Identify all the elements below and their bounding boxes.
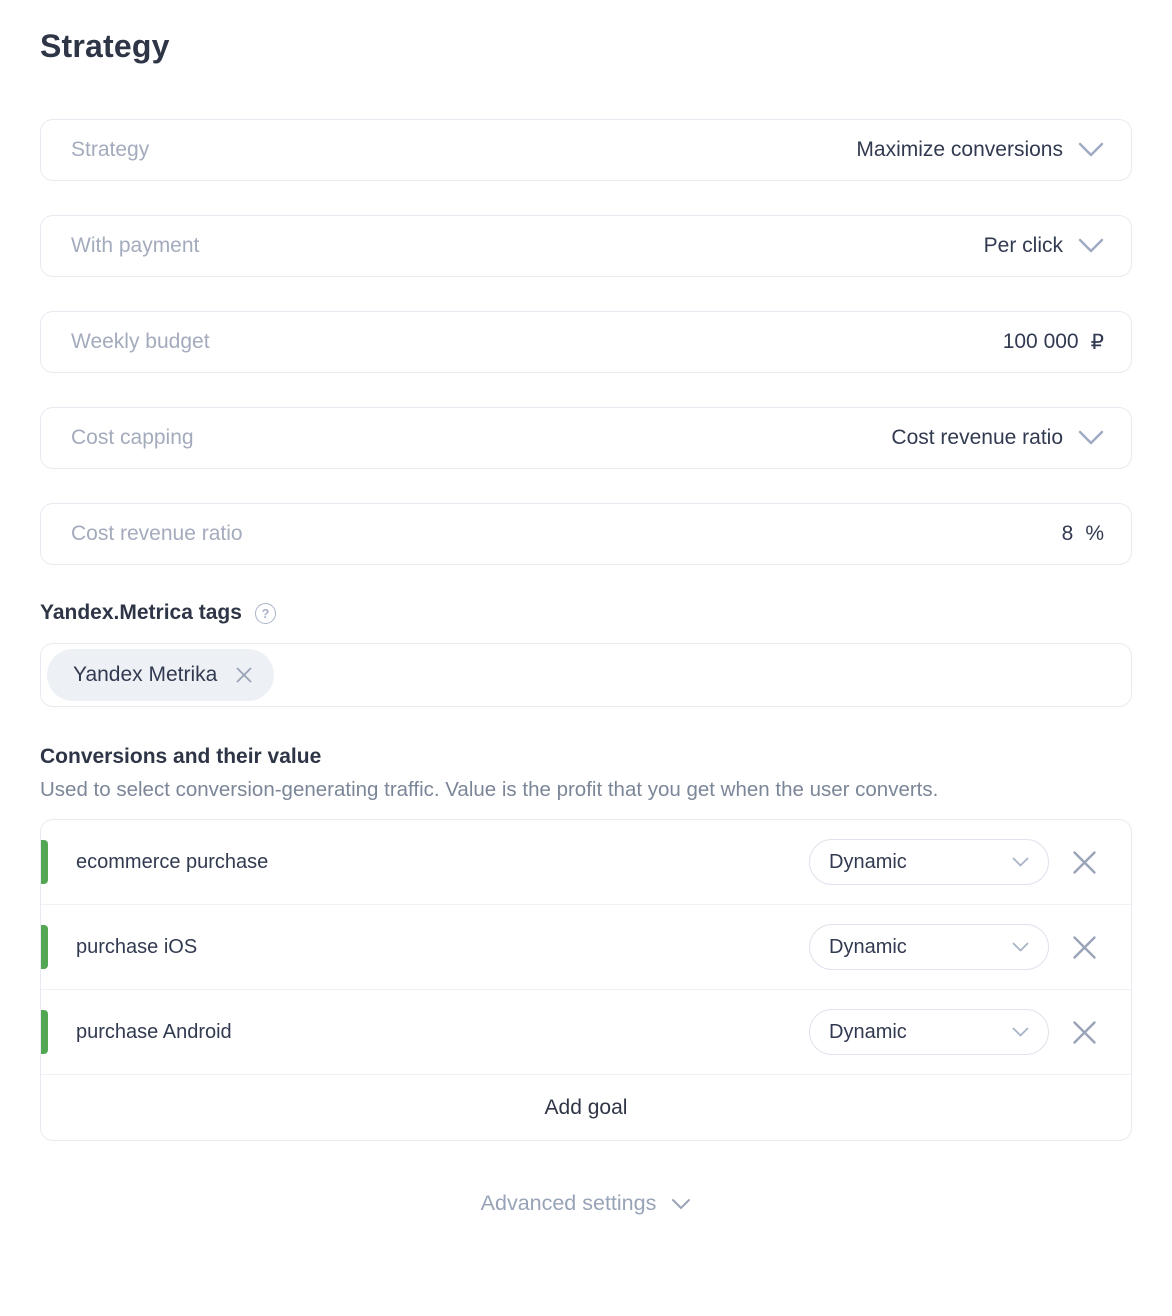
goal-value-select[interactable] xyxy=(809,839,1049,885)
goals-card xyxy=(40,819,1132,1141)
metrica-tags-input[interactable] xyxy=(40,643,1132,707)
strategy-select[interactable] xyxy=(40,119,1132,181)
goal-value-select-value: Dynamic xyxy=(829,1020,907,1043)
goal-status-bar xyxy=(41,840,48,884)
currency-unit: ₽ xyxy=(1090,330,1104,354)
goal-value-select[interactable] xyxy=(809,924,1049,970)
goal-row xyxy=(41,820,1131,905)
payment-select[interactable] xyxy=(40,215,1132,277)
chevron-down-icon xyxy=(1078,430,1104,446)
question-circle-icon[interactable]: ? xyxy=(255,603,276,624)
goal-status-bar xyxy=(41,925,48,969)
cost-revenue-ratio-value: 8 xyxy=(1061,522,1074,545)
strategy-select-value: Maximize conversions xyxy=(856,138,1063,161)
remove-tag-icon[interactable] xyxy=(234,665,254,685)
payment-select-label: With payment xyxy=(71,234,200,257)
strategy-select-label: Strategy xyxy=(71,138,150,161)
strategy-panel xyxy=(0,26,1172,1216)
cost-capping-select[interactable] xyxy=(40,407,1132,469)
goal-name: purchase iOS xyxy=(76,935,198,958)
percent-unit: % xyxy=(1085,522,1104,545)
advanced-settings-label: Advanced settings xyxy=(480,1191,657,1215)
remove-goal-icon[interactable] xyxy=(1070,1018,1099,1047)
goal-value-select[interactable] xyxy=(809,1009,1049,1055)
conversions-section-title: Conversions and their value xyxy=(40,745,322,768)
chevron-down-icon xyxy=(671,1198,691,1210)
cost-capping-label: Cost capping xyxy=(71,426,194,449)
goal-row xyxy=(41,905,1131,990)
payment-select-value: Per click xyxy=(983,234,1063,257)
goal-name: ecommerce purchase xyxy=(76,850,269,873)
weekly-budget-value: 100 000 xyxy=(1002,330,1079,353)
goal-status-bar xyxy=(41,1010,48,1054)
goal-value-select-value: Dynamic xyxy=(829,850,907,873)
tag-chip-label: Yandex Metrika xyxy=(73,663,218,686)
cost-revenue-ratio-input[interactable] xyxy=(40,503,1132,565)
advanced-settings-toggle[interactable] xyxy=(481,1191,692,1216)
chevron-down-icon xyxy=(1012,1027,1029,1038)
tag-chip xyxy=(47,649,274,701)
add-goal-button[interactable]: Add goal xyxy=(544,1095,628,1119)
chevron-down-icon xyxy=(1078,238,1104,254)
metrica-section-header xyxy=(40,601,1132,625)
conversions-section-description: Used to select conversion-generating traffic. Value is the profit that you get when the user converts. xyxy=(40,778,939,801)
cost-revenue-ratio-label: Cost revenue ratio xyxy=(71,522,243,545)
goal-row xyxy=(41,990,1131,1075)
weekly-budget-label: Weekly budget xyxy=(71,330,210,353)
goal-value-select-value: Dynamic xyxy=(829,935,907,958)
chevron-down-icon xyxy=(1078,142,1104,158)
cost-capping-value: Cost revenue ratio xyxy=(891,426,1063,449)
strategy-field-list xyxy=(40,119,1132,565)
remove-goal-icon[interactable] xyxy=(1070,933,1099,962)
chevron-down-icon xyxy=(1012,857,1029,868)
chevron-down-icon xyxy=(1012,942,1029,953)
weekly-budget-input[interactable] xyxy=(40,311,1132,373)
remove-goal-icon[interactable] xyxy=(1070,848,1099,877)
page-title: Strategy xyxy=(40,28,170,64)
metrica-section-label: Yandex.Metrica tags xyxy=(40,601,242,624)
goal-name: purchase Android xyxy=(76,1020,232,1043)
